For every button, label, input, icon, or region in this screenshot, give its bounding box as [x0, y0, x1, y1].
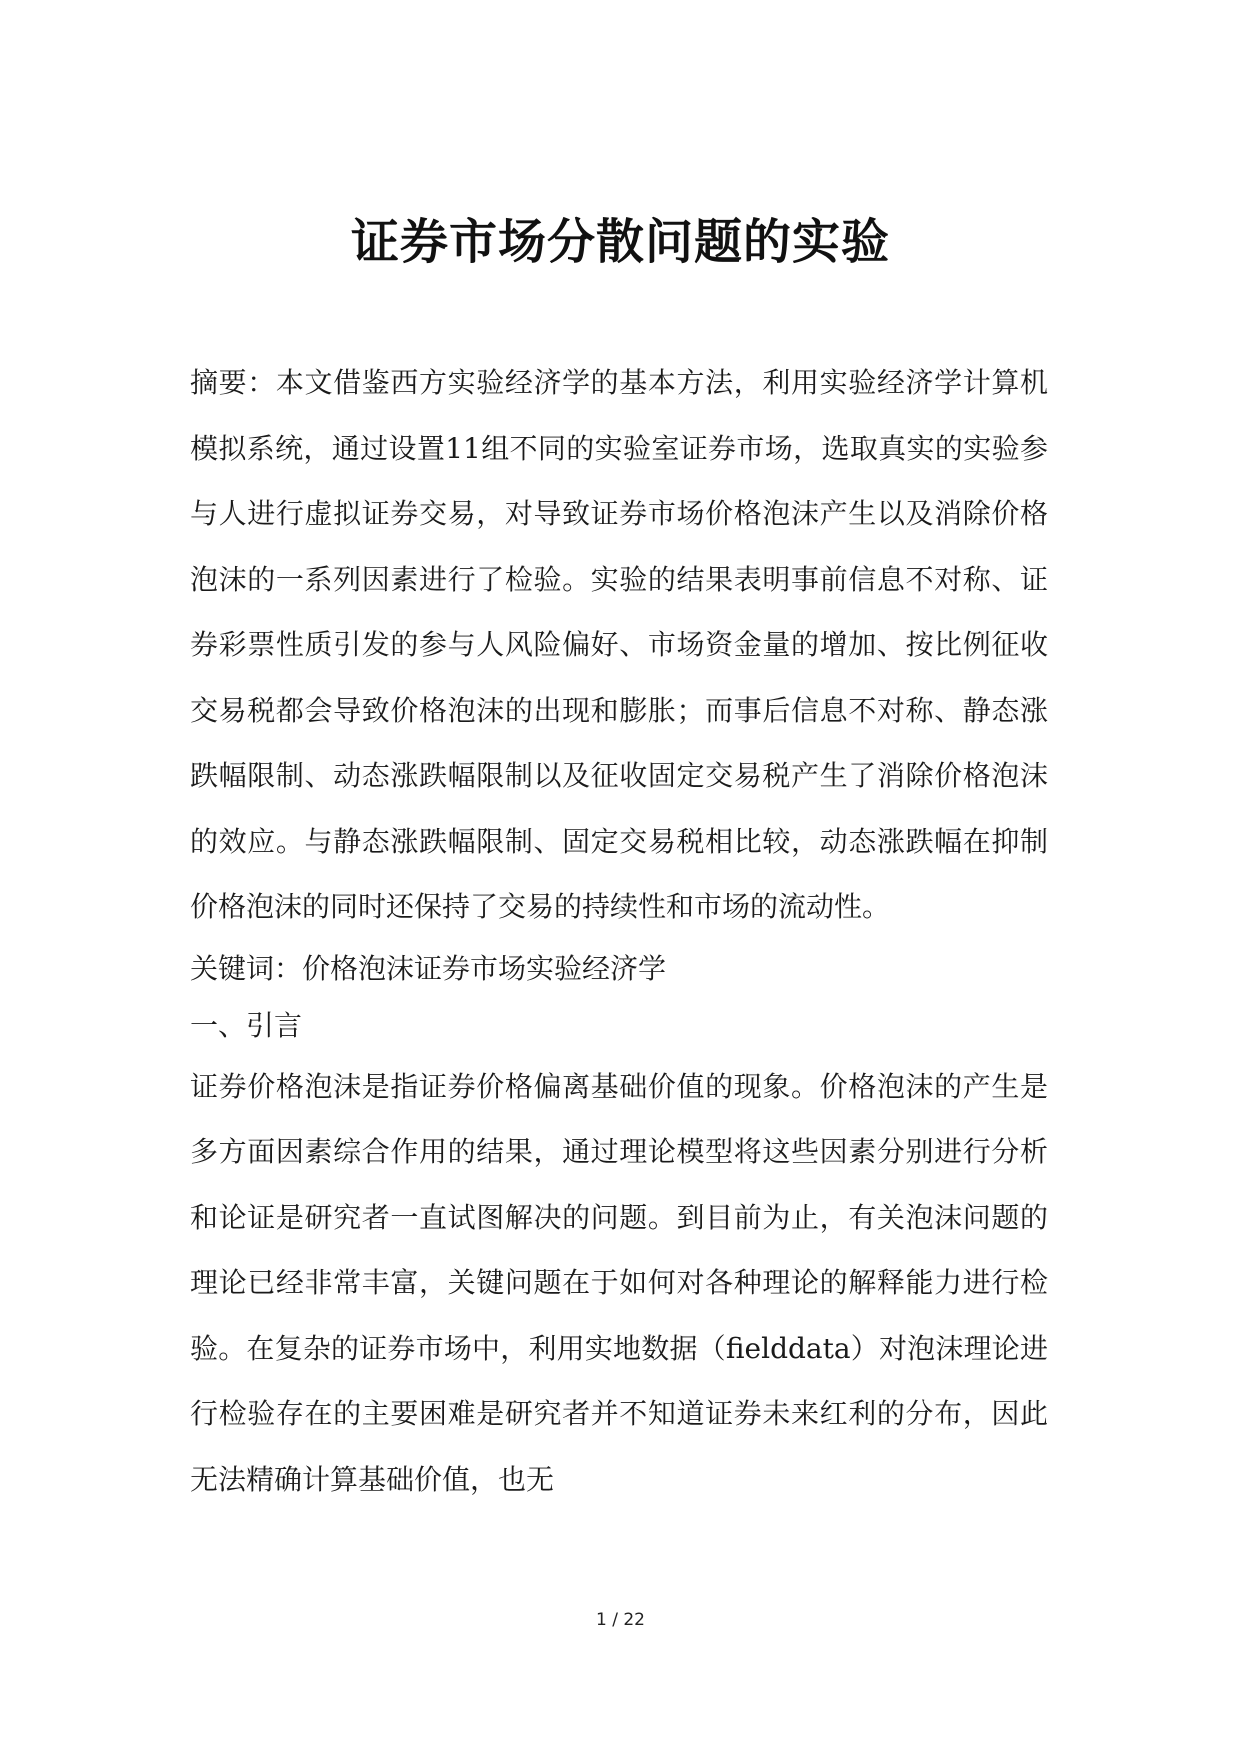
abstract-paragraph: 摘要：本文借鉴西方实验经济学的基本方法，利用实验经济学计算机模拟系统，通过设置11组不同的实验室证券市场，选取真实的实验参与人进行虚拟证券交易，对导致证券市场价格泡沫产生以及消除价格泡沫的一系列因素进行了检验。实验的结果表明事前信息不对称、证券彩票性质引发的参与人风险偏好、市场资金量的增加、按比例征收交易税都会导致价格泡沫的出现和膨胀；而事后信息不对称、静态涨跌幅限制、动态涨跌幅限制以及征收固定交易税产生了消除价格泡沫的效应。与静态涨跌幅限制、固定交易税相比较，动态涨跌幅在抑制价格泡沫的同时还保持了交易的持续性和市场的流动性。	[190, 366, 1048, 923]
document-body	[190, 350, 1048, 1512]
introduction-paragraph: 证券价格泡沫是指证券价格偏离基础价值的现象。价格泡沫的产生是多方面因素综合作用的结果，通过理论模型将这些因素分别进行分析和论证是研究者一直试图解决的问题。到目前为止，有关泡沫问题的理论已经非常丰富，关键问题在于如何对各种理论的解释能力进行检验。在复杂的证券市场中，利用实地数据（fielddata）对泡沫理论进行检验存在的主要困难是研究者并不知道证券未来红利的分布，因此无法精确计算基础价值，也无	[190, 1069, 1048, 1496]
page-number: 1 / 22	[596, 1610, 645, 1630]
section-heading-introduction: 一、引言	[190, 1008, 303, 1042]
document-title: 证券市场分散问题的实验	[350, 214, 890, 270]
keywords-line: 关键词：价格泡沫证券市场实验经济学	[190, 951, 667, 985]
